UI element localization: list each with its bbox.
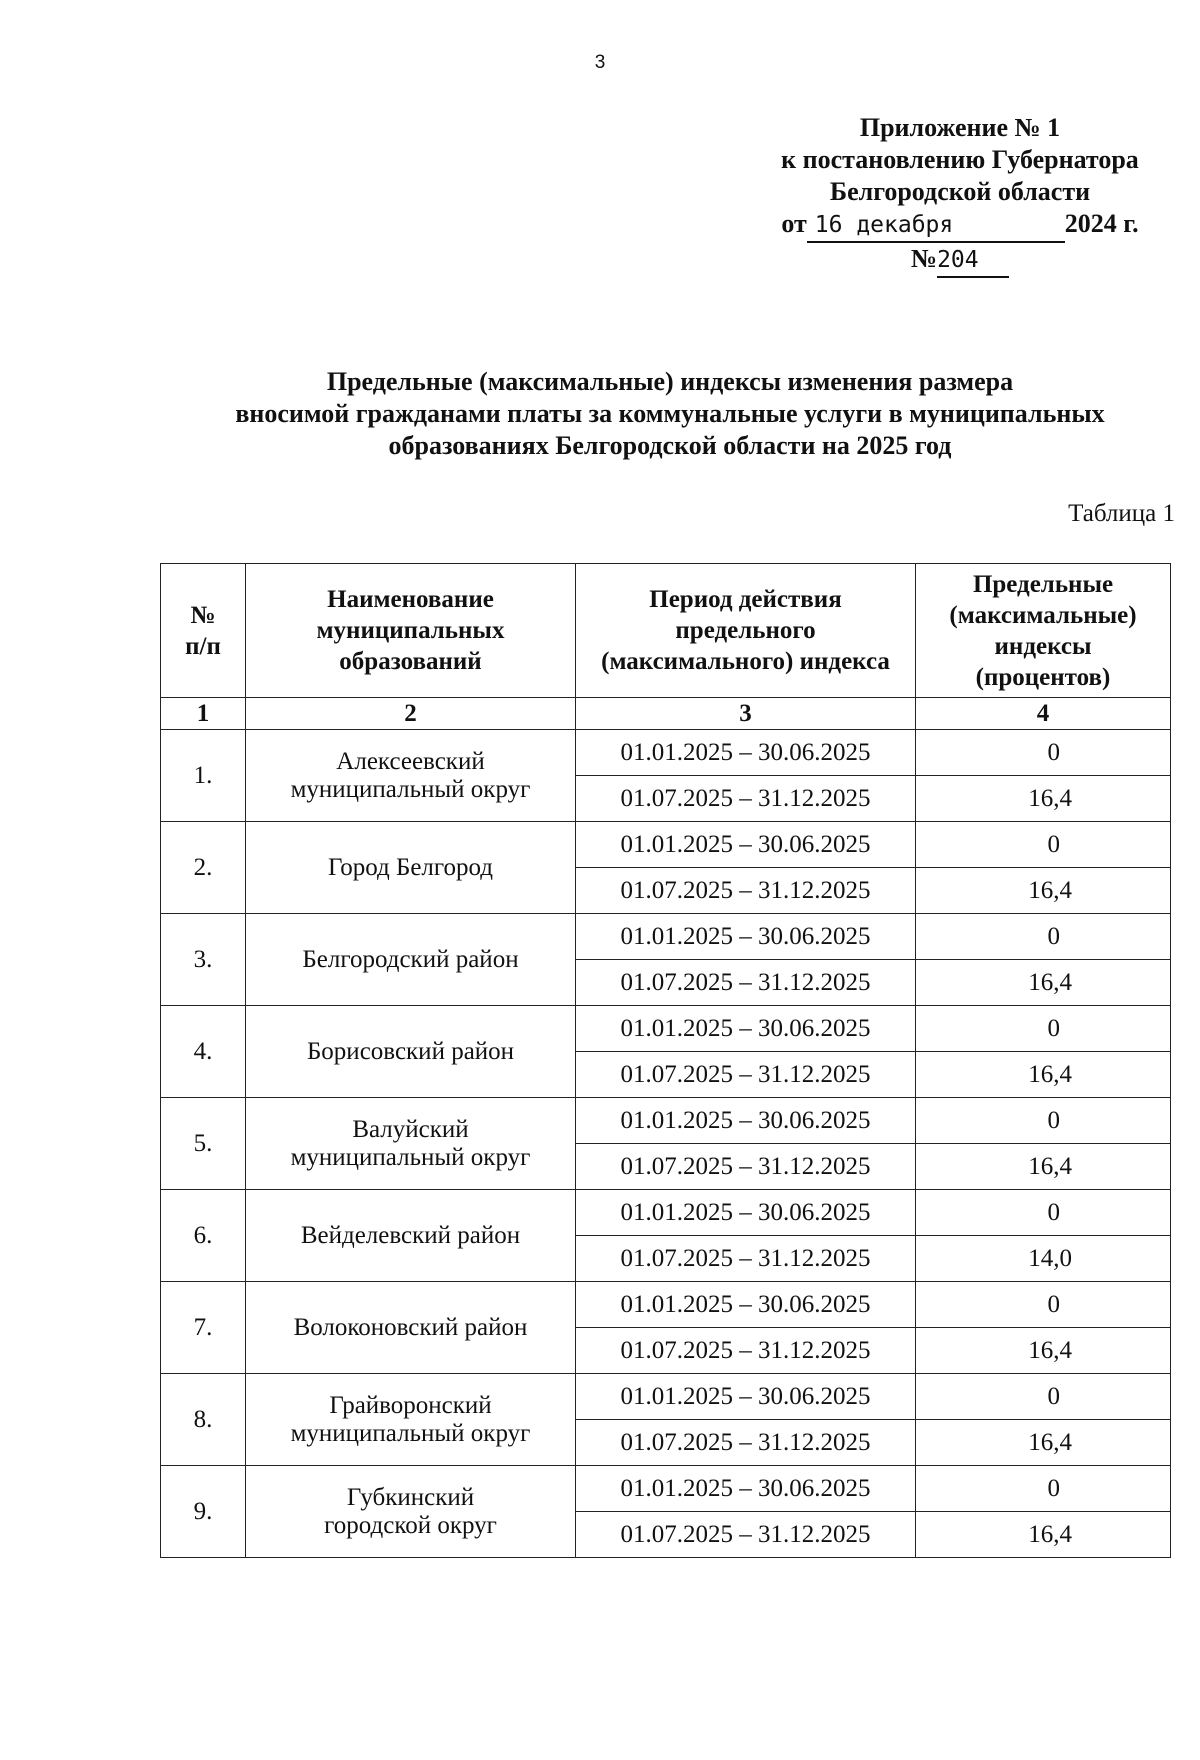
appendix-decree: к постановлению Губернатора (781, 145, 1139, 174)
table-row (161, 822, 1171, 868)
header-period (576, 564, 916, 698)
table-row (161, 1006, 1171, 1052)
table-row (161, 1190, 1171, 1236)
header-index-line: (максимальные) (949, 601, 1137, 629)
header-number-line: п/п (185, 632, 221, 660)
index-first-half: 0 (916, 1282, 1171, 1328)
index-second-half: 16,4 (916, 1144, 1171, 1190)
index-second-half: 16,4 (916, 1328, 1171, 1374)
appendix-number-line (740, 243, 1180, 278)
index-first-half: 0 (916, 1006, 1171, 1052)
row-number: 1. (161, 730, 246, 822)
header-number (161, 564, 246, 698)
index-second-half: 16,4 (916, 960, 1171, 1006)
municipality-name: Белгородский район (246, 914, 576, 1006)
title-line-3: образованиях Белгородской области на 2025 год (388, 431, 952, 460)
index-first-half: 0 (916, 914, 1171, 960)
row-number: 4. (161, 1006, 246, 1098)
handwritten-date: 16 декабря (807, 209, 1065, 243)
index-first-half: 0 (916, 822, 1171, 868)
municipality-name: Вейделевский район (246, 1190, 576, 1282)
index-second-half: 16,4 (916, 868, 1171, 914)
municipality-name-line: Алексеевский (336, 747, 485, 775)
row-number: 8. (161, 1374, 246, 1466)
municipality-name (246, 1098, 576, 1190)
appendix-date-line (740, 208, 1180, 243)
index-second-half: 16,4 (916, 1420, 1171, 1466)
page-number: 3 (594, 52, 606, 73)
municipality-name-line: муниципальный округ (290, 775, 531, 803)
municipality-name-line: городской округ (324, 1511, 497, 1539)
index-first-half: 0 (916, 1374, 1171, 1420)
index-first-half: 0 (916, 1466, 1171, 1512)
row-number: 7. (161, 1282, 246, 1374)
period-second-half: 01.07.2025 – 31.12.2025 (576, 1420, 916, 1466)
index-first-half: 0 (916, 1098, 1171, 1144)
column-number: 3 (576, 698, 916, 730)
date-year: 2024 г. (1064, 209, 1139, 238)
municipality-name-line: муниципальный округ (290, 1419, 531, 1447)
appendix-title: Приложение № 1 (859, 113, 1061, 142)
period-second-half: 01.07.2025 – 31.12.2025 (576, 776, 916, 822)
period-first-half: 01.01.2025 – 30.06.2025 (576, 1466, 916, 1512)
column-number-row (161, 698, 1171, 730)
table-row (161, 1282, 1171, 1328)
date-from-label: от (781, 209, 807, 238)
table-header-row (161, 564, 1171, 698)
index-first-half: 0 (916, 1190, 1171, 1236)
municipality-name (246, 1466, 576, 1558)
table-row (161, 1374, 1171, 1420)
period-first-half: 01.01.2025 – 30.06.2025 (576, 914, 916, 960)
row-number: 2. (161, 822, 246, 914)
municipality-name-line: муниципальный округ (290, 1143, 531, 1171)
municipality-name: Борисовский район (246, 1006, 576, 1098)
row-number: 9. (161, 1466, 246, 1558)
period-first-half: 01.01.2025 – 30.06.2025 (576, 730, 916, 776)
period-first-half: 01.01.2025 – 30.06.2025 (576, 1098, 916, 1144)
period-first-half: 01.01.2025 – 30.06.2025 (576, 1374, 916, 1420)
municipality-name-line: Грайворонский (329, 1391, 492, 1419)
title-line-2: вносимой гражданами платы за коммунальные услуги в муниципальных (235, 399, 1105, 428)
period-second-half: 01.07.2025 – 31.12.2025 (576, 960, 916, 1006)
appendix-region: Белгородской области (829, 177, 1091, 206)
header-number-line: № (190, 601, 216, 629)
table-row (161, 730, 1171, 776)
header-index-line: Предельные (972, 570, 1114, 598)
table-row (161, 1466, 1171, 1512)
row-number: 5. (161, 1098, 246, 1190)
period-first-half: 01.01.2025 – 30.06.2025 (576, 822, 916, 868)
municipality-name: Волоконовский район (246, 1282, 576, 1374)
index-second-half: 14,0 (916, 1236, 1171, 1282)
header-municipality (246, 564, 576, 698)
column-number: 4 (916, 698, 1171, 730)
period-second-half: 01.07.2025 – 31.12.2025 (576, 1512, 916, 1558)
appendix-header (740, 112, 1180, 278)
table-row (161, 914, 1171, 960)
header-municipality-line: муниципальных (316, 617, 505, 644)
period-first-half: 01.01.2025 – 30.06.2025 (576, 1006, 916, 1052)
header-period-line: (максимального) индекса (601, 648, 890, 675)
number-label: № (910, 244, 938, 273)
row-number: 3. (161, 914, 246, 1006)
municipality-name-line: Губкинский (346, 1483, 475, 1511)
column-number: 2 (246, 698, 576, 730)
period-second-half: 01.07.2025 – 31.12.2025 (576, 1052, 916, 1098)
header-index (916, 564, 1171, 698)
period-first-half: 01.01.2025 – 30.06.2025 (576, 1282, 916, 1328)
header-municipality-line: Наименование (327, 586, 494, 613)
municipality-name (246, 730, 576, 822)
index-first-half: 0 (916, 730, 1171, 776)
municipality-name: Город Белгород (246, 822, 576, 914)
period-second-half: 01.07.2025 – 31.12.2025 (576, 1328, 916, 1374)
column-number: 1 (161, 698, 246, 730)
title-line-1: Предельные (максимальные) индексы изменения размера (326, 367, 1014, 396)
period-first-half: 01.01.2025 – 30.06.2025 (576, 1190, 916, 1236)
index-second-half: 16,4 (916, 1512, 1171, 1558)
document-title (130, 366, 1200, 462)
header-period-line: предельного (675, 617, 816, 644)
header-index-line: индексы (994, 632, 1092, 660)
table-row (161, 1098, 1171, 1144)
period-second-half: 01.07.2025 – 31.12.2025 (576, 1236, 916, 1282)
header-period-line: Период действия (649, 586, 842, 613)
row-number: 6. (161, 1190, 246, 1282)
header-index-line: (процентов) (975, 663, 1111, 691)
handwritten-number: 204 (937, 244, 1009, 278)
period-second-half: 01.07.2025 – 31.12.2025 (576, 1144, 916, 1190)
period-second-half: 01.07.2025 – 31.12.2025 (576, 868, 916, 914)
header-municipality-line: образований (339, 648, 482, 675)
index-second-half: 16,4 (916, 1052, 1171, 1098)
index-second-half: 16,4 (916, 776, 1171, 822)
index-table (160, 563, 1171, 1558)
table-label: Таблица 1 (1068, 500, 1175, 527)
municipality-name (246, 1374, 576, 1466)
municipality-name-line: Валуйский (352, 1115, 469, 1143)
